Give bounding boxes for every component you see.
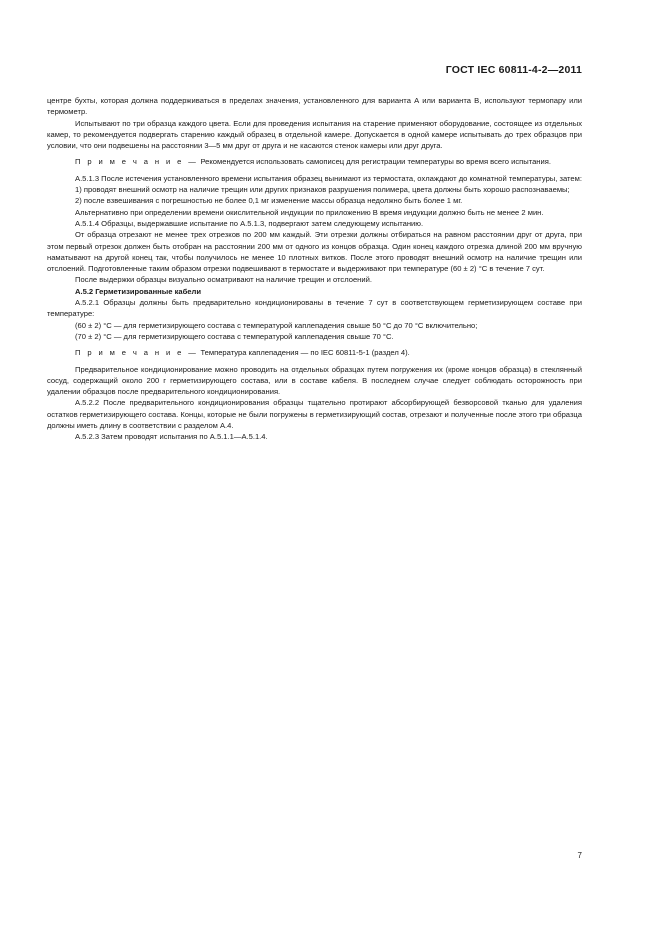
- clause-a523: A.5.2.3 Затем проводят испытания по A.5.1.1—A.5.1.4.: [75, 432, 268, 442]
- note-text: Рекомендуется использовать самописец для регистрации температуры во время всего испытания.: [200, 157, 551, 167]
- clause-a514: A.5.1.4 Образцы, выдержавшие испытание по A.5.1.3, подвергают затем следующему испытанию.: [75, 218, 424, 228]
- note-label: П р и м е ч а н и е —: [75, 348, 199, 358]
- note-1: [47, 156, 582, 167]
- page-number: 7: [577, 851, 582, 860]
- note-label: П р и м е ч а н и е —: [75, 157, 199, 167]
- document-body: [47, 95, 582, 443]
- paragraph-samples: Испытывают по три образца каждого цвета. Если для проведения испытания на старение применяют оборудование, состоящее из отдельных камер, то рекомендуется подвергать старению каждый образец в отдельной камере. Допускается в одной камере испытывать до трех образцов при условии, что они подвешены на расстоянии 3—5 мм друг от друга и не касаются стенок камеры или друг друга.: [47, 118, 582, 151]
- paragraph-preconditioning: Предварительное кондиционирование можно проводить на отдельных образцах путем погружения их (кроме концов образца) в стеклянный сосуд, содержащий около 200 г герметизирующего состава, или в составе кабеля. В последнем случае следует соблюдать осторожность при удалении образцов после предварительного кондиционирования.: [47, 364, 582, 397]
- note-text: Температура каплепадения — по IEC 60811-5-1 (раздел 4).: [200, 348, 410, 358]
- temp-item-60: (60 ± 2) °С — для герметизирующего состава с температурой каплепадения свыше 50 °С до 70 °С включительно;: [75, 320, 478, 330]
- list-item-2: 2) после взвешивания с погрешностью не более 0,1 мг изменение массы образца недолжно быть более 1 мг.: [75, 196, 463, 206]
- paragraph-segments: От образца отрезают не менее трех отрезков по 200 мм каждый. Эти отрезки должны отбираться на равном расстоянии друг от друга, при этом первый отрезок должен быть отобран на расстоянии 200 мм от одного из концов образца. Один конец каждого отрезка длиной 200 мм вручную наматывают на другой конец так, чтобы получилось не менее 10 плотных витков. После этого проводят внешний осмотр на наличие трещин или отслоений. Подготовленные таким образом отрезки подвешивают в термостате и выдерживают при температуре (60 ± 2) °С в течение 7 сут.: [47, 230, 582, 274]
- section-heading-a52: A.5.2 Герметизированные кабели: [75, 286, 202, 296]
- clause-a521: A.5.2.1 Образцы должны быть предварительно кондиционированы в течение 7 сут в соответствующем герметизирующем составе при температуре:: [47, 298, 582, 319]
- standard-header: ГОСТ IEC 60811-4-2—2011: [445, 64, 582, 76]
- clause-a513: A.5.1.3 После истечения установленного времени испытания образец вынимают из термостата, охлаждают до комнатной температуры, затем:: [75, 173, 582, 183]
- clause-a522: A.5.2.2 После предварительного кондиционирования образцы тщательно протирают абсорбирующей безворсовой тканью для удаления остатков герметизирующего состава. Концы, которые не были погружены в герметизирующий состав, отрезают и полученные после этого три образца должны иметь длину в соответствии с разделом A.4.: [47, 398, 582, 431]
- list-item-1: 1) проводят внешний осмотр на наличие трещин или других признаков разрушения полимера, цвета должны быть хорошо распознаваемы;: [75, 185, 570, 195]
- note-2: [47, 347, 582, 358]
- paragraph-continuation: центре бухты, которая должна поддерживаться в пределах значения, установленного для варианта А или варианта В, используют термопару или термометр.: [47, 96, 582, 117]
- temp-item-70: (70 ± 2) °С — для герметизирующего состава с температурой каплепадения свыше 70 °С.: [75, 331, 394, 341]
- paragraph-inspection: После выдержки образцы визуально осматривают на наличие трещин и отслоений.: [75, 275, 372, 285]
- paragraph-alternative: Альтернативно при определении времени окислительной индукции по приложению В время индукции должно быть не менее 2 мин.: [75, 207, 544, 217]
